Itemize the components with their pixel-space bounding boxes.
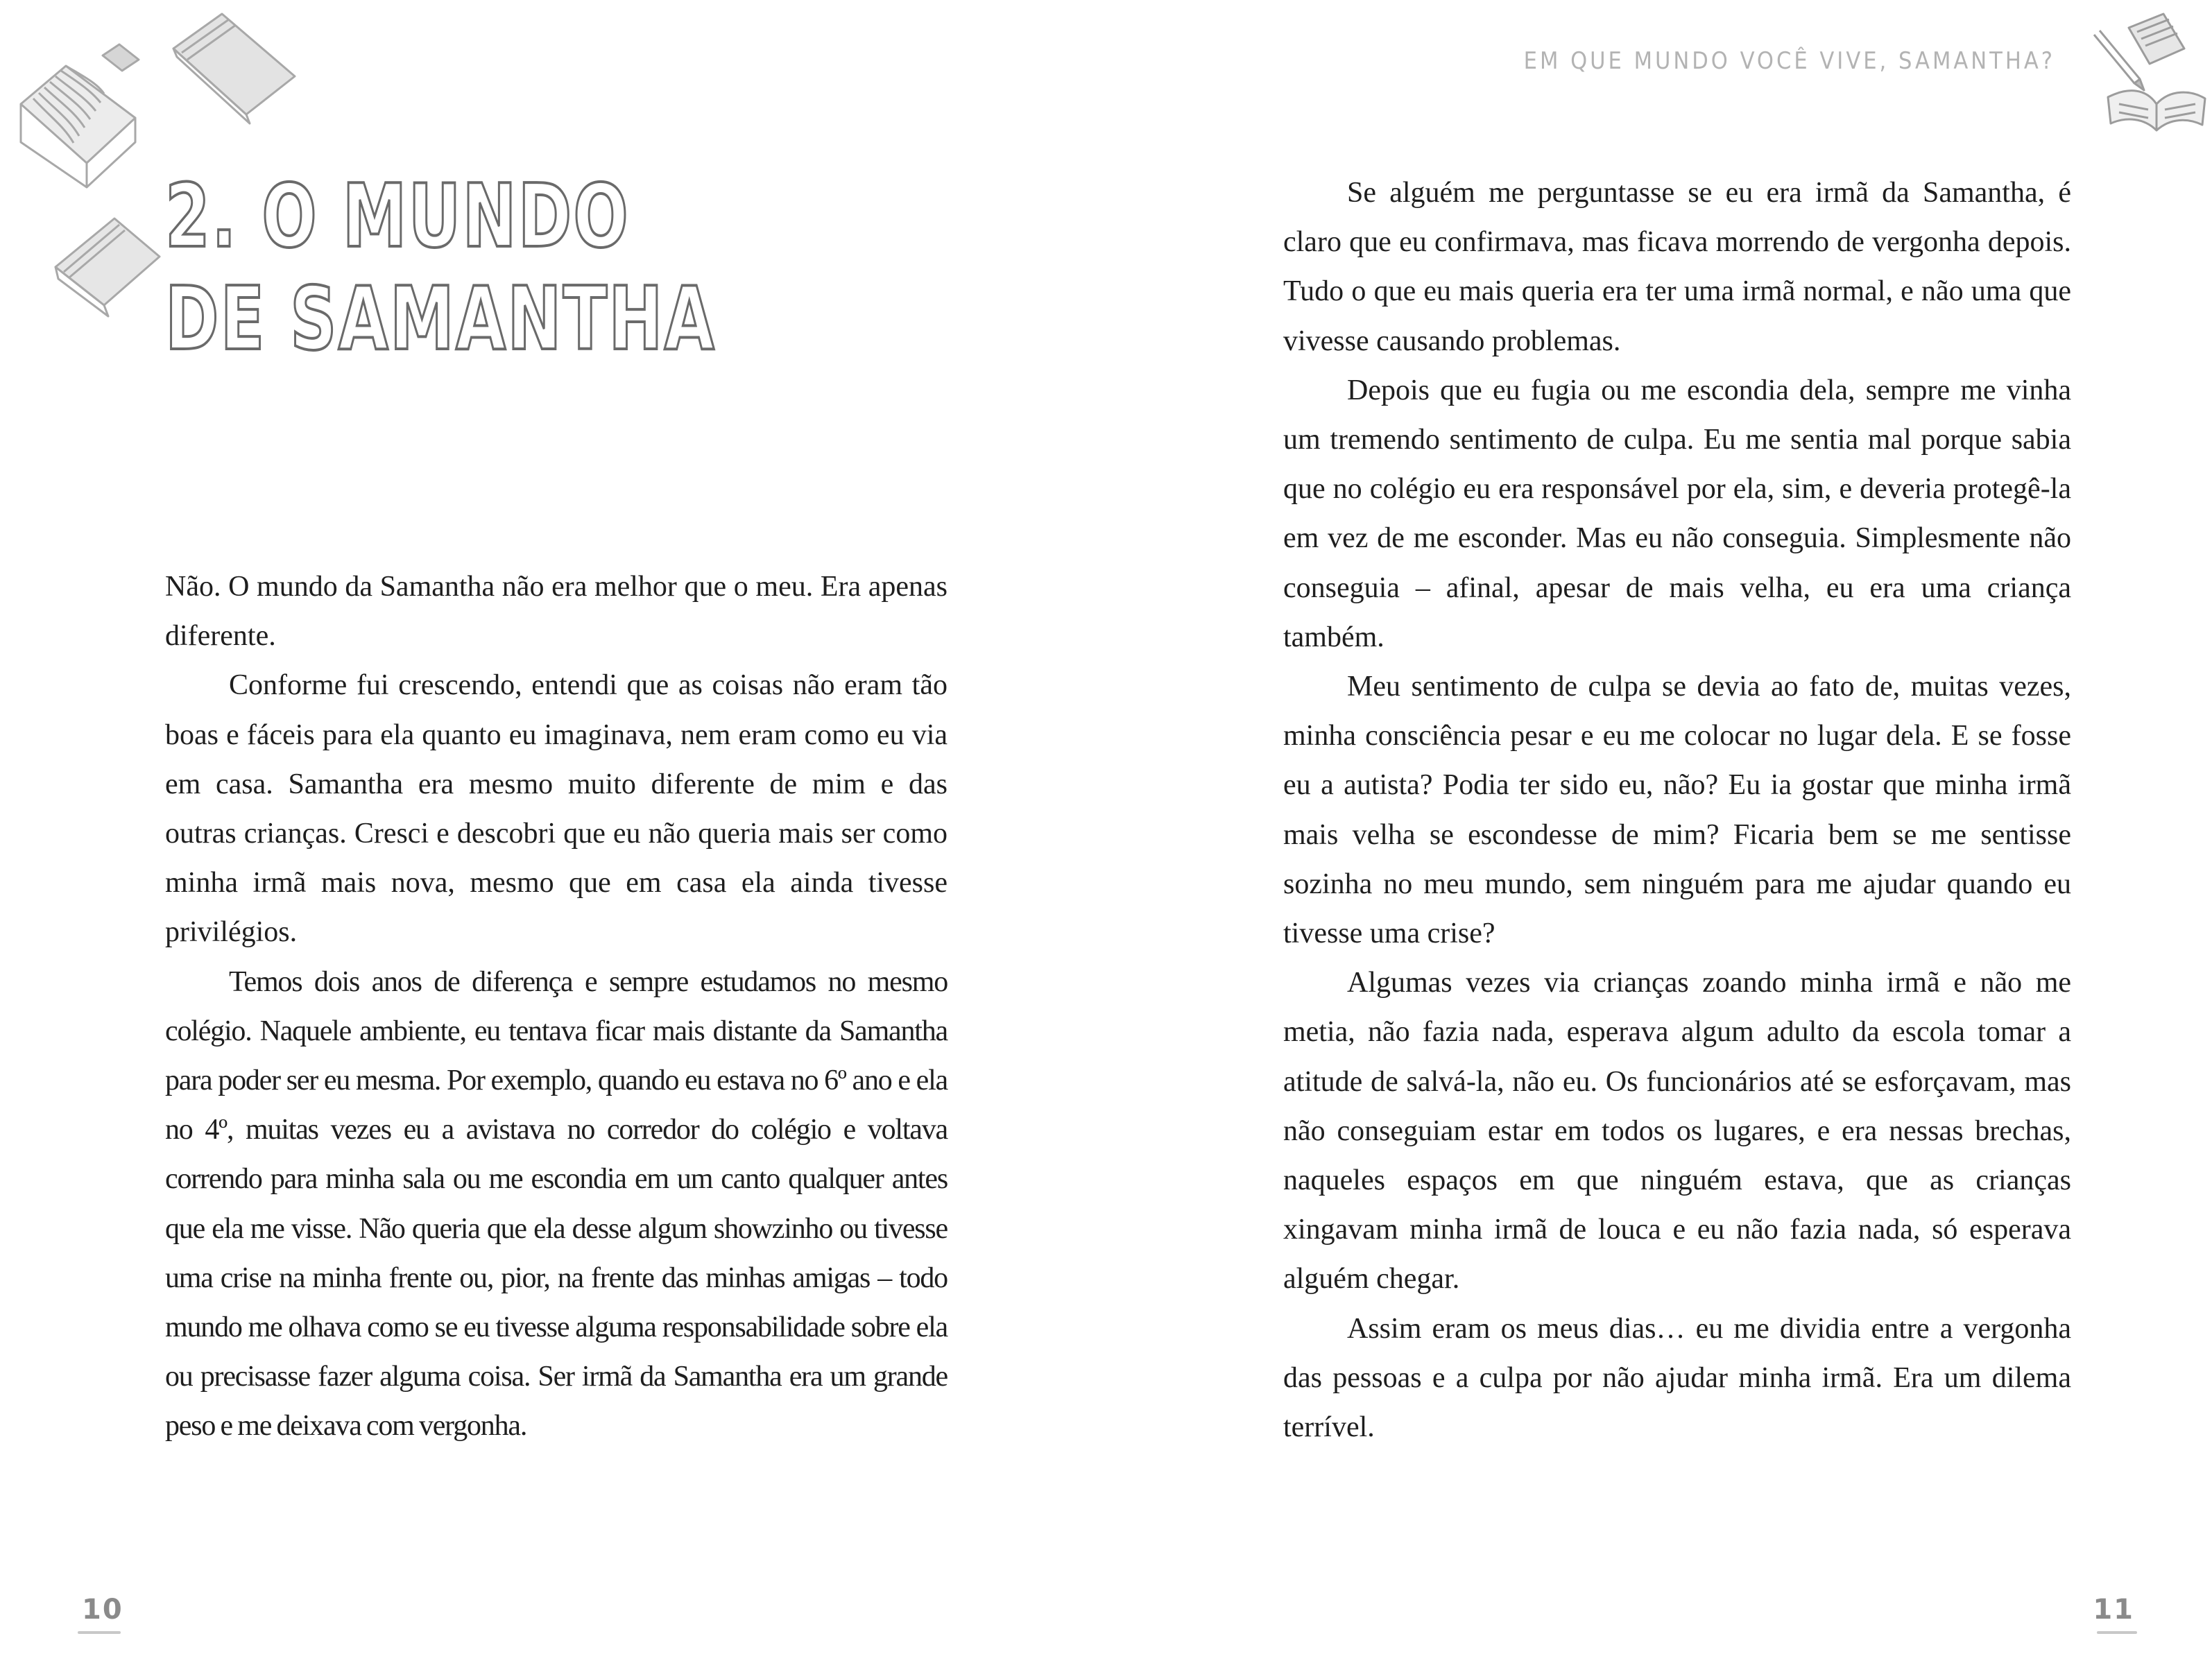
paragraph: Depois que eu fugia ou me escondia dela, sempre me vinha um tremendo sentimento de culpa. Eu me sentia mal porque sabia que no colégio eu era responsável por ela, sim, e deveria protegê-la em vez de me esconder. Mas eu não conseguia. Simplesmente não conseguia – afinal, apesar de mais velha, eu era uma criança também. (1283, 374, 2071, 653)
chapter-title-line-1: 2. O MUNDO (165, 165, 630, 267)
chapter-title (165, 165, 716, 370)
paragraph: Não. O mundo da Samantha não era melhor que o meu. Era apenas diferente. (165, 571, 948, 653)
paragraph: Se alguém me perguntasse se eu era irmã da Samantha, é claro que eu confirmava, mas ficava morrendo de vergonha depois. Tudo o que eu mais queria era ter uma irmã normal, e não uma que vivesse causando problemas. (1283, 177, 2071, 357)
paragraph: Conforme fui crescendo, entendi que as coisas não eram tão boas e fáceis para ela quanto eu imaginava, nem eram como eu via em casa. Samantha era mesmo muito diferente de mim e das outras crianças. Cresci e descobri que eu não queria mais ser como minha irmã mais nova, mesmo que em casa ela ainda tivesse privilégios. (165, 669, 948, 949)
paragraph: Temos dois anos de diferença e sempre estudamos no mesmo colégio. Naquele ambiente, eu tentava ficar mais distante da Samantha para poder ser eu mesma. Por exemplo, quando eu estava no 6º ano e ela no 4º, muitas vezes eu a avistava no corredor do colégio e voltava correndo para minha sala ou me escondia em um canto qualquer antes que ela me visse. Não queria que ela desse algum showzinho ou tivesse uma crise na minha frente ou, pior, na frente das minhas amigas – todo mundo me olhava como se eu tivesse alguma responsabilidade sobre ela ou precisasse fazer alguma coisa. Ser irmã da Samantha era um grande peso e me deixava com vergonha. (165, 965, 948, 1443)
page-number-right: 11 (2093, 1594, 2134, 1626)
chapter-title-line-2: DE SAMANTHA (165, 268, 717, 370)
page-number-left: 10 (82, 1594, 123, 1626)
paragraph: Assim eram os meus dias… eu me dividia entre a vergonha das pessoas e a culpa por não ajudar minha irmã. Era um dilema terrível. (1283, 1312, 2071, 1444)
paragraph: Algumas vezes via crianças zoando minha irmã e não me metia, não fazia nada, esperava algum adulto da escola tomar a atitude de salvá-la, não eu. Os funcionários até se esforçavam, mas não conseguiam estar em todos os lugares, e era nessas brechas, naqueles espaços em que ninguém estava, que as crianças xingavam minha irmã de louca e eu não fazia nada, só esperava alguém chegar. (1283, 967, 2071, 1295)
page-number-underline (78, 1631, 121, 1634)
right-body-text (1283, 169, 2071, 1452)
right-page (1106, 0, 2212, 1679)
running-title: EM QUE MUNDO VOCÊ VIVE, SAMANTHA? (1523, 47, 2055, 75)
notebook-pencil-doodle-icon (2080, 0, 2212, 139)
page-number-underline (2097, 1631, 2137, 1634)
paragraph: Meu sentimento de culpa se devia ao fato de, muitas vezes, minha consciência pesar e eu me colocar no lugar dela. E se fosse eu a autista? Podia ter sido eu, não? Eu ia gostar que minha irmã mais velha se escondesse de mim? Ficaria bem se me sentisse sozinha no meu mundo, sem ninguém para me ajudar quando eu tivesse uma crise? (1283, 671, 2071, 950)
left-body-text (165, 562, 948, 1452)
